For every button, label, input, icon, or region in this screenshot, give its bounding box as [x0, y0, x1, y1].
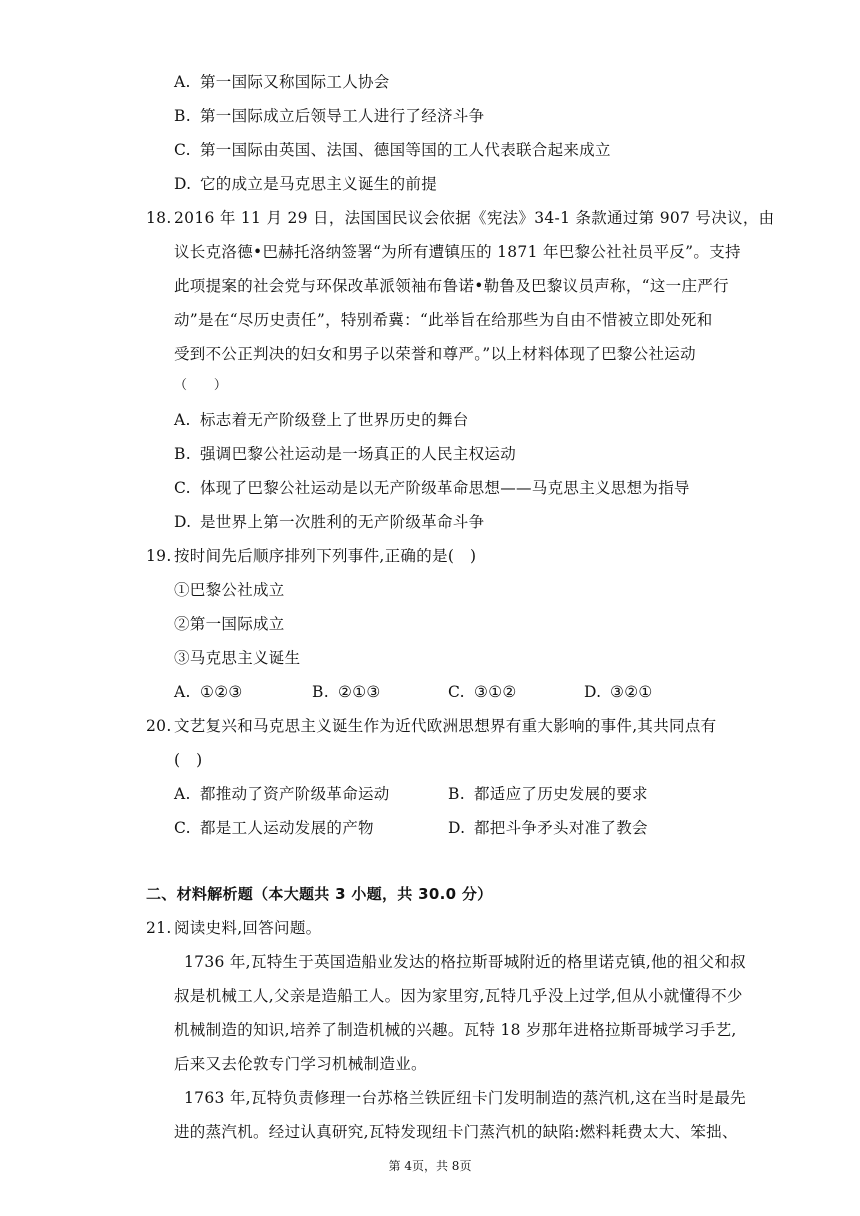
option-label: C.: [174, 141, 191, 159]
q19-item: ①巴黎公社成立: [174, 581, 285, 599]
option-label: D.: [584, 683, 602, 701]
option-text: 强调巴黎公社运动是一场真正的人民主权运动: [200, 445, 517, 463]
option-text: 体现了巴黎公社运动是以无产阶级革命思想——马克思主义思想为指导: [200, 479, 690, 497]
option-label: A.: [174, 73, 191, 91]
option-label: C.: [448, 683, 465, 701]
q18-option-c: [174, 478, 690, 498]
q18-stem-line: 此项提案的社会党与环保改革派领袖布鲁诺•勒鲁及巴黎议员声称，“这一庄严行: [174, 277, 729, 295]
option-label: D.: [174, 175, 192, 193]
option-label: C.: [174, 479, 191, 497]
option-label: A.: [174, 411, 191, 429]
option-text: 标志着无产阶级登上了世界历史的舞台: [200, 411, 469, 429]
q18-stem-line: 受到不公正判决的妇女和男子以荣誉和尊严。”以上材料体现了巴黎公社运动: [174, 345, 696, 363]
q21-paragraph-line: 1763 年,瓦特负责修理一台苏格兰铁匠纽卡门发明制造的蒸汽机,这在当时是最先: [184, 1089, 746, 1107]
option-text: ①②③: [200, 683, 243, 701]
page-footer: 第 4页，共 8页: [388, 1159, 472, 1173]
option-text: 第一国际成立后领导工人进行了经济斗争: [200, 107, 485, 125]
q19-option-a: [174, 682, 243, 702]
option-text: ②①③: [338, 683, 381, 701]
option-text: ③②①: [610, 683, 653, 701]
option-label: B.: [448, 785, 465, 803]
q20-answer-paren: ( ): [174, 751, 203, 769]
q17-option-a: [174, 72, 390, 92]
q20-option-b: [448, 784, 648, 804]
q19-option-b: [312, 682, 381, 702]
q20-stem: 文艺复兴和马克思主义诞生作为近代欧洲思想界有重大影响的事件,其共同点有: [174, 717, 717, 735]
q18-stem-line: 动”是在“尽历史责任”，特别希冀：“此举旨在给那些为自由不惜被立即处死和: [174, 311, 713, 329]
q17-option-d: [174, 174, 437, 194]
q18-stem-line: 议长克洛德•巴赫托洛纳签署“为所有遭镇压的 1871 年巴黎公社社员平反”。支持: [174, 243, 741, 261]
q18-stem-line: 2016 年 11 月 29 日，法国国民议会依据《宪法》34-1 条款通过第 907 号决议，由: [174, 209, 775, 227]
q21-paragraph-line: 1736 年,瓦特生于英国造船业发达的格拉斯哥城附近的格里诺克镇,他的祖父和叔: [184, 953, 746, 971]
q20-option-d: [448, 818, 648, 838]
q18-number: 18.: [146, 209, 172, 227]
q21-paragraph-line: 机械制造的知识,培养了制造机械的兴趣。瓦特 18 岁那年进格拉斯哥城学习手艺,: [174, 1021, 737, 1039]
option-text: 都推动了资产阶级革命运动: [200, 785, 390, 803]
option-label: B.: [312, 683, 329, 701]
q19-option-c: [448, 682, 517, 702]
q20-option-c: [174, 818, 374, 838]
option-label: D.: [448, 819, 466, 837]
q20-number: 20.: [146, 717, 172, 735]
q21-paragraph-line: 进的蒸汽机。经过认真研究,瓦特发现纽卡门蒸汽机的缺陷:燃料耗费太大、笨拙、: [174, 1123, 738, 1141]
option-label: A.: [174, 683, 191, 701]
option-text: 第一国际又称国际工人协会: [200, 73, 390, 91]
option-text: 都是工人运动发展的产物: [200, 819, 374, 837]
option-text: 都把斗争矛头对准了教会: [474, 819, 648, 837]
option-label: B.: [174, 445, 191, 463]
q19-number: 19.: [146, 547, 172, 565]
option-text: 它的成立是马克思主义诞生的前提: [200, 175, 438, 193]
option-label: B.: [174, 107, 191, 125]
q21-stem: 阅读史料,回答问题。: [174, 919, 322, 937]
option-text: 是世界上第一次胜利的无产阶级革命斗争: [200, 513, 485, 531]
q20-option-a: [174, 784, 390, 804]
q18-answer-paren: （ ）: [174, 378, 228, 393]
q21-number: 21.: [146, 919, 172, 937]
q17-option-b: [174, 106, 484, 126]
q18-option-d: [174, 512, 484, 532]
option-text: 第一国际由英国、法国、德国等国的工人代表联合起来成立: [200, 141, 611, 159]
q21-paragraph-line: 叔是机械工人,父亲是造船工人。因为家里穷,瓦特几乎没上过学,但从小就懂得不少: [174, 987, 743, 1005]
section-heading: 二、材料解析题（本大题共 3 小题，共 30.0 分）: [146, 885, 493, 903]
option-text: 都适应了历史发展的要求: [474, 785, 648, 803]
option-label: D.: [174, 513, 192, 531]
option-label: A.: [174, 785, 191, 803]
option-text: ③①②: [474, 683, 517, 701]
q19-option-d: [584, 682, 653, 702]
q18-option-b: [174, 444, 516, 464]
q19-stem: 按时间先后顺序排列下列事件,正确的是( ): [174, 547, 477, 565]
q17-option-c: [174, 140, 611, 160]
q18-option-a: [174, 410, 469, 430]
q19-item: ③马克思主义诞生: [174, 649, 301, 667]
q21-paragraph-line: 后来又去伦敦专门学习机械制造业。: [174, 1055, 427, 1073]
q19-item: ②第一国际成立: [174, 615, 285, 633]
option-label: C.: [174, 819, 191, 837]
